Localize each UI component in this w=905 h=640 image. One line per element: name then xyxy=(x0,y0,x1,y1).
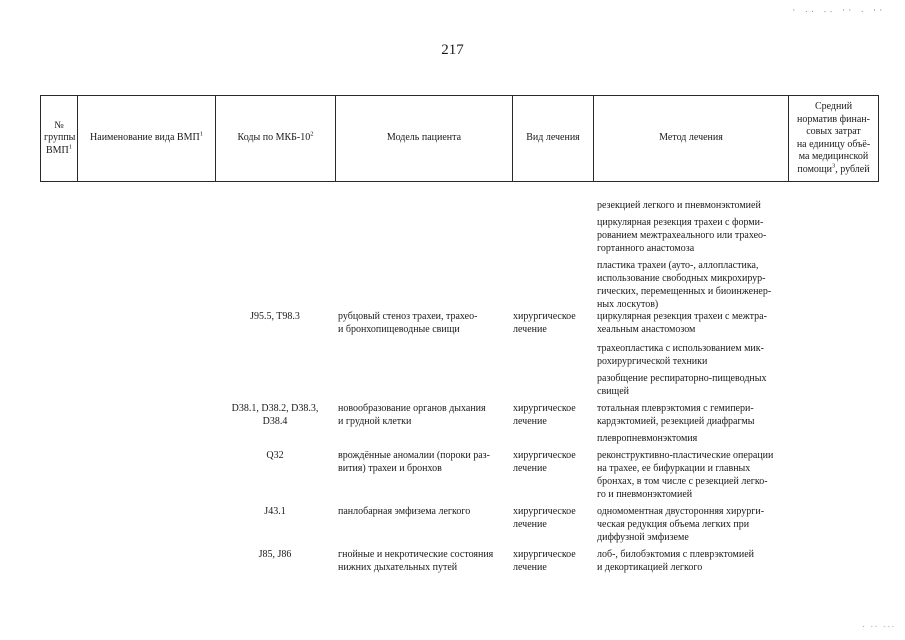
row1-method-1: циркулярная резекция трахеи с межтра- хеальным анастомозом xyxy=(597,311,767,335)
row2-codes: D38.1, D38.2, D38.3, D38.4 xyxy=(231,403,319,427)
row3-codes: Q32 xyxy=(266,450,284,461)
row5-method-1: лоб-, билобэктомия с плеврэктомией и декортикацией легкого xyxy=(597,549,754,573)
row5-model: гнойные и некротические состояния нижних дыхательных путей xyxy=(338,549,494,573)
header-patient-model: Модель пациента xyxy=(336,96,513,182)
method-cont-2: циркулярная резекция трахеи с форми- рованием межтрахеального или трахео- гортанного анастомоза xyxy=(597,217,767,254)
row1-method-3: разобщение респираторно-пищеводных свищей xyxy=(597,373,767,397)
row3-method-1: реконструктивно-пластические операции на трахее, ее бифуркации и главных бронхах, в том числе с резекцией легко- го и пневмонэктомией xyxy=(597,450,774,500)
header-icd-codes: Коды по МКБ-$10^2$ xyxy=(216,96,336,182)
row4-codes: J43.1 xyxy=(264,506,286,517)
method-cont-1: резекцией легкого и пневмонэктомией xyxy=(597,200,761,211)
row2-model: новообразование органов дыхания и грудной клетки xyxy=(338,403,486,427)
row2-method-2: плевропневмонэктомия xyxy=(597,433,698,444)
scan-marks-bottom: · ·· --· xyxy=(861,623,895,631)
header-treatment-type: Вид лечения xyxy=(513,96,594,182)
page-number: 217 xyxy=(441,42,464,58)
row4-method-1: одномоментная двусторонняя хирурги- ческая редукция объема легких при диффузной эмфиземе xyxy=(597,506,765,543)
row1-model: рубцовый стеноз трахеи, трахео- и бронхопищеводные свищи xyxy=(338,311,478,335)
method-cont-3: пластика трахеи (ауто-, аллопластика, использование свободных микрохирур- гических, перемещенных и биоинженер- ных лоскутов) xyxy=(597,260,772,310)
scan-marks-top: ' ·· -- '' · '' xyxy=(791,8,885,16)
row4-model: панлобарная эмфизема легкого xyxy=(338,506,471,517)
row5-treatment: хирургическое лечение xyxy=(513,549,576,573)
header-cost-norm: Средний норматив финан- совых затрат на единицу объё- ма медицинской помощи$^3$, рублей xyxy=(789,96,879,182)
header-group-number: № группы ВМП$^1$ xyxy=(41,96,78,182)
row3-model: врождённые аномалии (пороки раз- вития) трахеи и бронхов xyxy=(338,450,490,474)
row4-treatment: хирургическое лечение xyxy=(513,506,576,530)
row5-codes: J85, J86 xyxy=(258,549,292,560)
row1-treatment: хирургическое лечение xyxy=(513,311,576,335)
row3-treatment: хирургическое лечение xyxy=(513,450,576,474)
header-treatment-method: Метод лечения xyxy=(594,96,789,182)
row1-codes: J95.5, T98.3 xyxy=(250,311,300,322)
row1-method-2: трахеопластика с использованием мик- рохирургической техники xyxy=(597,343,764,367)
row2-treatment: хирургическое лечение xyxy=(513,403,576,427)
row2-method-1: тотальная плеврэктомия с гемипери- кардэктомией, резекцией диафрагмы xyxy=(597,403,755,427)
header-vmp-name: Наименование вида ВМП$^1$ xyxy=(78,96,216,182)
table-header xyxy=(40,95,879,182)
